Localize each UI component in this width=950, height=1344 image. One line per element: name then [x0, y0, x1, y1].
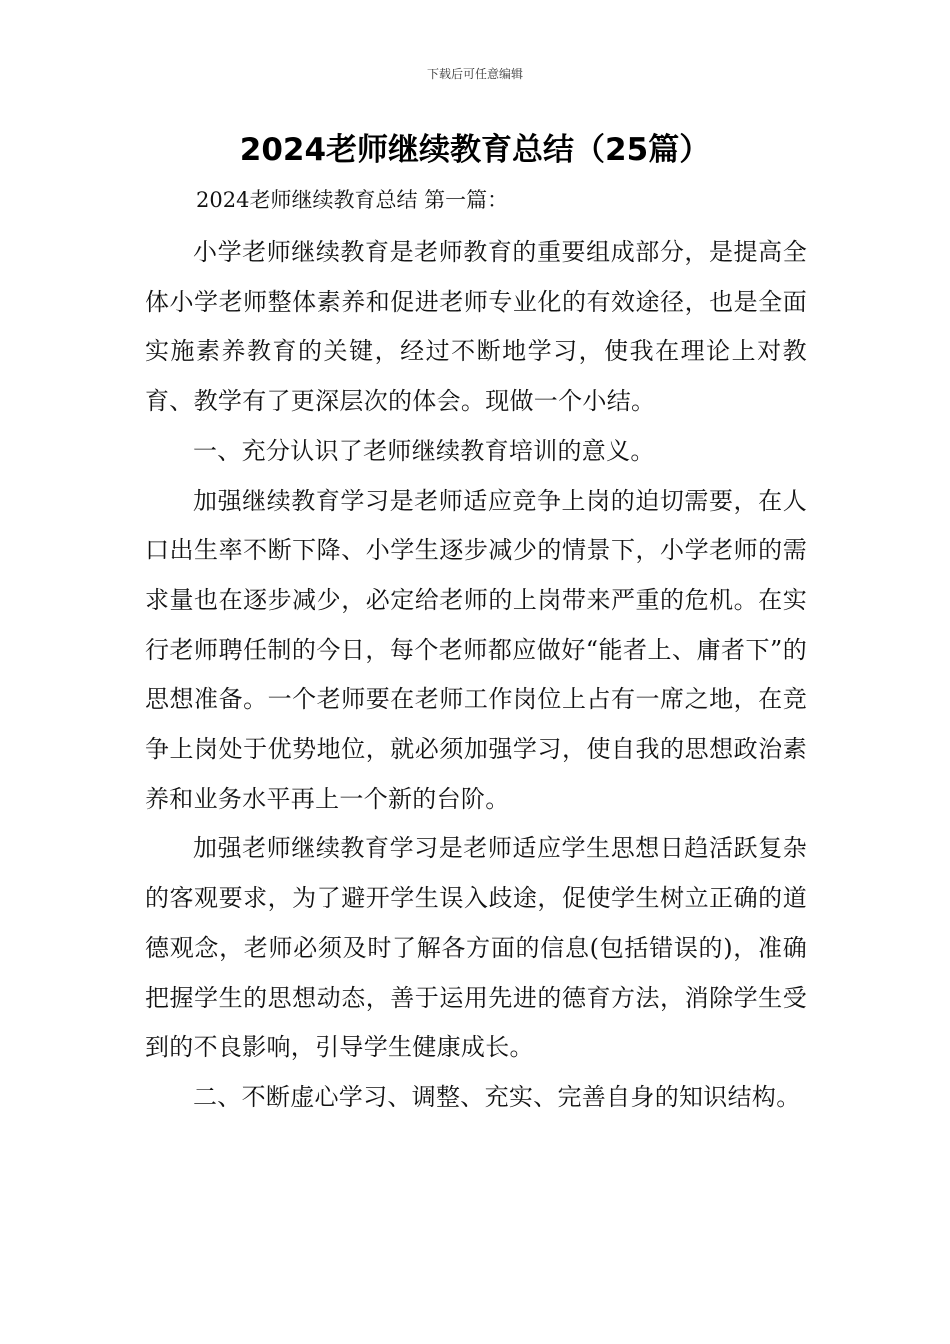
heading-section-two: 二、不断虚心学习、调整、充实、完善自身的知识结构。 [193, 1082, 801, 1111]
section-subtitle: 2024老师继续教育总结 第一篇： [196, 188, 509, 212]
heading-section-one: 一、充分认识了老师继续教育培训的意义。 [193, 436, 655, 465]
header-note: 下载后可任意编辑 [426, 67, 523, 81]
paragraph-competition: 加强继续教育学习是老师适应竞争上岗的迫切需要，在人口出生率不断下降、小学生逐步减少的情景下，小学老师的需求量也在逐步减少，必定给老师的上岗带来严重的危机。在实行老师聘任制的今日，每个老师都应做好“能者上、庸者下”的思想准备。一个老师要在老师工作岗位上占有一席之地，在竞争上岗处于优势地位，就必须加强学习，使自我的思想政治素养和业务水平再上一个新的台阶。 [145, 486, 807, 813]
paragraph-intro: 小学老师继续教育是老师教育的重要组成部分，是提高全体小学老师整体素养和促进老师专业化的有效途径，也是全面实施素养教育的关键，经过不断地学习，使我在理论上对教育、教学有了更深层次的体会。现做一个小结。 [145, 238, 807, 416]
document-body [145, 228, 807, 1123]
document-title: 2024老师继续教育总结（25篇） [239, 132, 711, 168]
paragraph-student-thought: 加强老师继续教育学习是老师适应学生思想日趋活跃复杂的客观要求，为了避开学生误入歧途，促使学生树立正确的道德观念，老师必须及时了解各方面的信息(包括错误的)，准确把握学生的思想动态，善于运用先进的德育方法，消除学生受到的不良影响，引导学生健康成长。 [145, 834, 807, 1062]
